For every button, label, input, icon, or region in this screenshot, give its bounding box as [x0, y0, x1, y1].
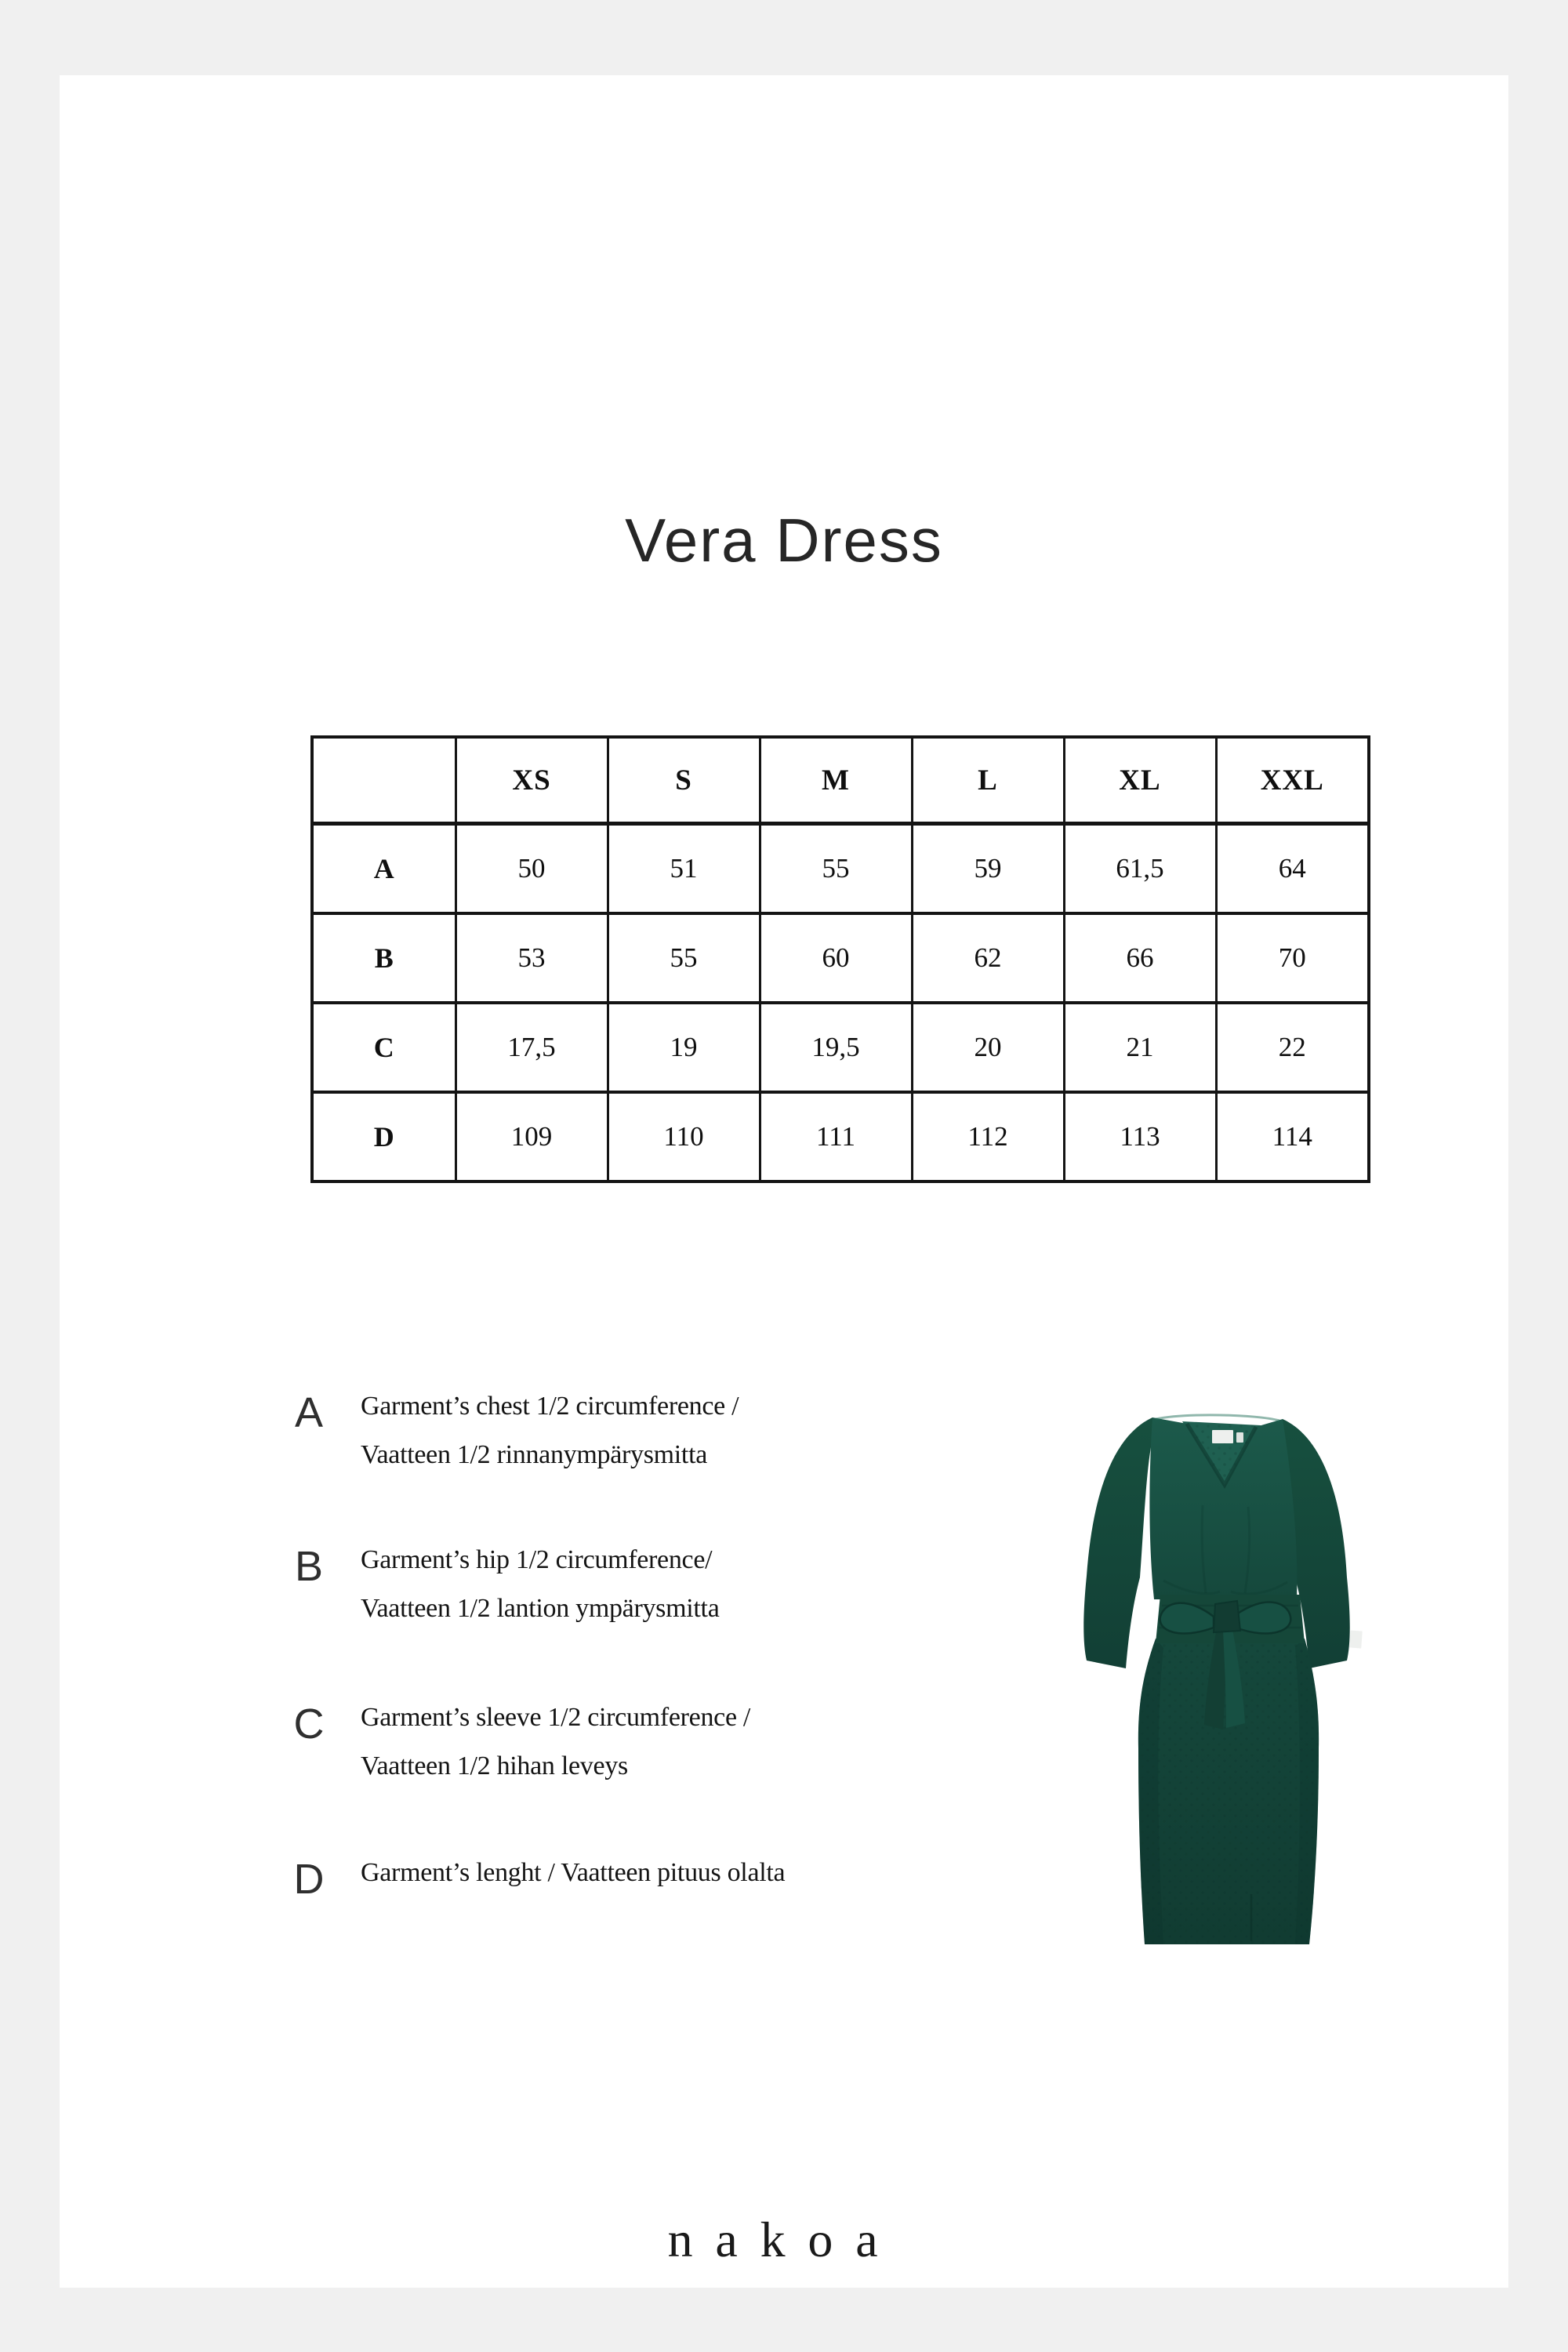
legend-letter-c: C [293, 1700, 325, 1748]
cell-a-m: 55 [760, 824, 912, 913]
legend-a-line1: Garment’s chest 1/2 circumference / [361, 1392, 739, 1421]
size-col-m: M [760, 737, 912, 824]
cell-c-xxl: 22 [1216, 1003, 1369, 1092]
dress-photo [1046, 1396, 1372, 1951]
cell-d-xxl: 114 [1216, 1092, 1369, 1181]
size-header-row [312, 737, 1369, 824]
row-label-d: D [312, 1092, 456, 1181]
cell-b-xxl: 70 [1216, 913, 1369, 1003]
size-col-xl: XL [1064, 737, 1216, 824]
dress-bow-knot [1214, 1601, 1240, 1632]
brand-logo: nakoa [667, 2212, 901, 2267]
cell-d-m: 111 [760, 1092, 912, 1181]
content-card [60, 75, 1508, 2288]
table-row-a [312, 824, 1369, 913]
legend-d-line1: Garment’s lenght / Vaatteen pituus olalta [361, 1858, 786, 1887]
cell-a-l: 59 [912, 824, 1064, 913]
dress-neck-label [1212, 1430, 1233, 1443]
legend-letter-b: B [294, 1543, 324, 1590]
row-label-c: C [312, 1003, 456, 1092]
cell-c-m: 19,5 [760, 1003, 912, 1092]
legend-b-line2: Vaatteen 1/2 lantion ympärysmitta [361, 1594, 720, 1623]
cell-a-s: 51 [608, 824, 760, 913]
dress-cuff-tag [1349, 1631, 1362, 1649]
cell-a-xxl: 64 [1216, 824, 1369, 913]
row-label-b: B [312, 913, 456, 1003]
cell-b-xs: 53 [456, 913, 608, 1003]
legend-a-line2: Vaatteen 1/2 rinnanympärysmitta [361, 1440, 708, 1469]
cell-d-s: 110 [608, 1092, 760, 1181]
legend-text-b [361, 1536, 956, 1633]
dress-sleeve-left [1083, 1417, 1152, 1668]
legend-letter-a: A [294, 1389, 324, 1436]
legend-c-line2: Vaatteen 1/2 hihan leveys [361, 1751, 628, 1780]
legend-c-line1: Garment’s sleeve 1/2 circumference / [361, 1703, 751, 1732]
table-row-b [312, 913, 1369, 1003]
cell-b-m: 60 [760, 913, 912, 1003]
legend-letter-d: D [293, 1856, 325, 1903]
table-row-d [312, 1092, 1369, 1181]
dress-shoulder-highlight [1156, 1415, 1279, 1421]
dress-neck-size-tag [1236, 1432, 1243, 1443]
dress-illustration [1046, 1396, 1372, 1951]
cell-b-xl: 66 [1064, 913, 1216, 1003]
cell-a-xl: 61,5 [1064, 824, 1216, 913]
size-col-xs: XS [456, 737, 608, 824]
size-col-xxl: XXL [1216, 737, 1369, 824]
legend-text-a [361, 1382, 956, 1479]
corner-cell [312, 737, 456, 824]
cell-b-l: 62 [912, 913, 1064, 1003]
cell-c-xs: 17,5 [456, 1003, 608, 1092]
product-title: Vera Dress [625, 506, 943, 575]
cell-d-xs: 109 [456, 1092, 608, 1181]
cell-b-s: 55 [608, 913, 760, 1003]
cell-c-s: 19 [608, 1003, 760, 1092]
size-col-l: L [912, 737, 1064, 824]
size-chart-table [310, 735, 1370, 1183]
legend-text-c [361, 1693, 956, 1791]
size-col-s: S [608, 737, 760, 824]
table-row-c [312, 1003, 1369, 1092]
cell-c-l: 20 [912, 1003, 1064, 1092]
cell-a-xs: 50 [456, 824, 608, 913]
cell-d-xl: 113 [1064, 1092, 1216, 1181]
cell-c-xl: 21 [1064, 1003, 1216, 1092]
legend-b-line1: Garment’s hip 1/2 circumference/ [361, 1545, 713, 1574]
cell-d-l: 112 [912, 1092, 1064, 1181]
row-label-a: A [312, 824, 456, 913]
legend-text-d [361, 1849, 956, 1897]
